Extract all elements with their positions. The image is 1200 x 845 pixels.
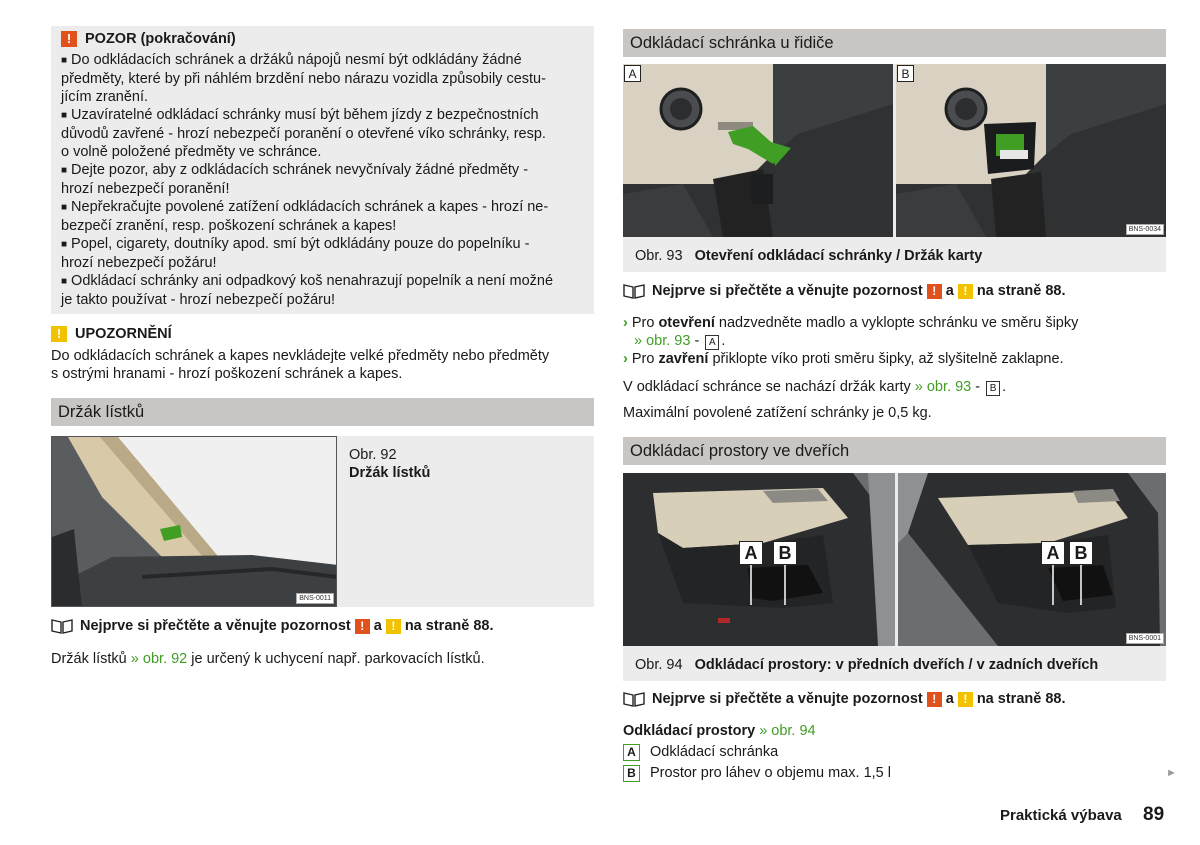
- notice-icon: !: [51, 326, 67, 342]
- warning-list-item-line: [61, 125, 582, 143]
- section-heading-door-storage: [623, 437, 1166, 465]
- warning-list-item-line: [61, 272, 582, 291]
- warning-list-item-line: [61, 106, 582, 125]
- warning-list-item-line: [61, 198, 582, 217]
- figure-code: BNS-0011: [296, 593, 334, 604]
- warning-text: Odkládací schránky ani odpadkový koš nenahrazují popelník a není možné: [71, 273, 554, 289]
- figure-label-b: B: [897, 65, 914, 82]
- figure-92: [51, 436, 594, 607]
- read-first-text: Nejprve si přečtěte a věnujte pozornost: [652, 691, 923, 707]
- warning-list-item-line: [61, 88, 582, 106]
- figure-link[interactable]: » obr. 93: [914, 379, 972, 395]
- legend-key-b: B: [623, 765, 640, 782]
- figure-93: [623, 64, 1166, 272]
- figure-code: BNS-0034: [1126, 224, 1164, 235]
- warning-text: předměty, které by při náhlém brzdění nebo nárazu vozidla způsobily cestu-: [61, 71, 546, 87]
- rear-door-illustration: [898, 473, 1166, 646]
- door-label-b: B: [1069, 541, 1093, 565]
- open-step: › Pro otevření nadzvedněte madlo a vyklopte schránku ve směru šipky » obr. 93 - A .: [623, 315, 1079, 349]
- danger-icon: !: [927, 692, 942, 707]
- door-label-b: B: [773, 541, 797, 565]
- legend-item-b: [623, 764, 891, 782]
- next-page-arrow-icon[interactable]: ►: [1166, 767, 1177, 779]
- read-first-notice: [623, 282, 1066, 300]
- dash-text: -: [694, 333, 700, 349]
- read-first-text: Nejprve si přečtěte a věnujte pozornost: [652, 283, 923, 299]
- read-first-notice: [623, 690, 1066, 708]
- danger-warning-title: [61, 30, 582, 48]
- figure-number: Obr. 94: [635, 657, 683, 673]
- section-heading-text: Odkládací schránka u řidiče: [630, 34, 834, 52]
- warning-text: je takto používat - hrozí nebezpečí požáru!: [61, 292, 336, 308]
- warning-text: Do odkládacích schránek a držáků nápojů nesmí být odkládány žádné: [71, 52, 522, 68]
- label-box-b: B: [986, 381, 1000, 396]
- figure-link[interactable]: » obr. 94: [759, 723, 816, 739]
- door-label-a: A: [1041, 541, 1065, 565]
- read-and-text: a: [373, 618, 382, 634]
- dash-text: -: [975, 379, 981, 395]
- notice-text-line: Do odkládacích schránek a kapes nevkládejte velké předměty nebo předměty: [51, 348, 550, 364]
- danger-warning-list: [61, 51, 582, 309]
- bullet-icon: ■: [61, 165, 68, 176]
- warning-text: Popel, cigarety, doutníky apod. smí být odkládány pouze do popelníku -: [71, 236, 530, 252]
- front-door-image: [623, 473, 895, 646]
- book-icon: [51, 618, 73, 634]
- read-and-text: a: [945, 691, 954, 707]
- warning-text: Nepřekračujte povolené zatížení odkládacích schránek a kapes - hrozí ne-: [71, 199, 549, 215]
- ticket-holder-body: [51, 650, 485, 668]
- notice-title-text: UPOZORNĚNÍ: [75, 326, 172, 342]
- section-heading-text: Držák lístků: [58, 403, 145, 421]
- figure-link[interactable]: » obr. 92: [130, 651, 188, 667]
- bullet-icon: ■: [61, 110, 68, 121]
- figure-caption: [635, 247, 982, 265]
- step-bold-text: otevření: [658, 315, 715, 331]
- rear-door-image: [898, 473, 1166, 646]
- figure-label-a: A: [624, 65, 641, 82]
- body-text: Držák lístků: [51, 651, 127, 667]
- page-number: 89: [1143, 804, 1165, 825]
- warning-list-item-line: [61, 291, 582, 309]
- danger-warning-box: [51, 26, 594, 314]
- warning-list-item-line: [61, 70, 582, 88]
- section-heading-text: Odkládací prostory ve dveřích: [630, 442, 850, 460]
- figure-number: Obr. 92: [349, 447, 397, 463]
- book-icon: [623, 283, 645, 299]
- glovebox-closed-image: [623, 64, 893, 237]
- warning-list-item-line: [61, 161, 582, 180]
- ticket-holder-image: [51, 436, 337, 607]
- max-load-text: Maximální povolené zatížení schránky je 0,5 kg.: [623, 405, 932, 421]
- warning-text: jícím zranění.: [61, 89, 149, 105]
- figure-caption: [635, 656, 1098, 674]
- card-holder-illustration: [896, 64, 1166, 237]
- step-text: Pro: [631, 315, 655, 331]
- step-text: Pro: [631, 351, 655, 367]
- figure-title: Odkládací prostory: v předních dveřích / v zadních dveřích: [694, 657, 1099, 673]
- warning-list-item-line: [61, 254, 582, 272]
- section-heading-driver-compartment: [623, 29, 1166, 57]
- book-icon: [623, 691, 645, 707]
- bullet-icon: ■: [61, 239, 68, 250]
- warning-text: bezpečí zranění, resp. poškození schránek a kapes!: [61, 218, 397, 234]
- legend-text: Odkládací schránka: [650, 744, 779, 760]
- notice-text-line: s ostrými hranami - hrozí poškození schránek a kapes.: [51, 366, 403, 382]
- bullet-icon: ■: [61, 55, 68, 66]
- danger-icon: !: [355, 619, 370, 634]
- card-holder-text: V odkládací schránce se nachází držák karty » obr. 93 - B .: [623, 379, 1007, 395]
- warning-text: Dejte pozor, aby z odkládacích schránek nevyčnívaly žádné předměty -: [71, 162, 529, 178]
- glovebox-closed-illustration: [623, 64, 893, 237]
- notice-icon: !: [386, 619, 401, 634]
- figure-title: Otevření odkládací schránky / Držák karty: [694, 248, 983, 264]
- body-text: je určený k uchycení např. parkovacích lístků.: [191, 651, 485, 667]
- figure-link[interactable]: » obr. 93: [634, 333, 691, 349]
- door-label-a: A: [739, 541, 763, 565]
- figure-code: BNS-0001: [1126, 633, 1164, 644]
- notice-title: [51, 325, 594, 343]
- read-and-text: a: [945, 283, 954, 299]
- read-first-notice: [51, 617, 494, 635]
- notice-block: [51, 325, 594, 383]
- warning-text: hrozí nebezpečí požáru!: [61, 255, 217, 271]
- figure-94: [623, 473, 1166, 681]
- read-first-text: Nejprve si přečtěte a věnujte pozornost: [80, 618, 351, 634]
- warning-text: důvodů zavřené - hrozí nebezpečí poranění o otevřené víko schránky, resp.: [61, 126, 546, 142]
- step-text: nadzvedněte madlo a vyklopte schránku ve směru šipky: [718, 315, 1079, 331]
- danger-warning-title-text: POZOR (pokračování): [85, 31, 236, 47]
- figure-title: Držák lístků: [349, 465, 431, 481]
- door-storage-list-title: [623, 722, 816, 740]
- warning-text: o volně položené předměty ve schránce.: [61, 144, 322, 160]
- step-bold-text: zavření: [658, 351, 709, 367]
- bullet-icon: ■: [61, 202, 68, 213]
- body-text: V odkládací schránce se nachází držák karty: [623, 379, 911, 395]
- step-chevron-icon: ›: [623, 351, 628, 367]
- warning-text: hrozí nebezpečí poranění!: [61, 181, 230, 197]
- footer-section-name: Praktická výbava: [1000, 807, 1122, 824]
- bullet-icon: ■: [61, 276, 68, 287]
- legend-item-a: [623, 743, 778, 761]
- legend-text: Prostor pro láhev o objemu max. 1,5 l: [650, 765, 891, 781]
- read-page-link[interactable]: na straně 88.: [404, 618, 494, 634]
- danger-icon: !: [927, 284, 942, 299]
- figure-number: Obr. 93: [635, 248, 683, 264]
- close-step: [623, 350, 1166, 368]
- read-page-link[interactable]: na straně 88.: [976, 283, 1066, 299]
- figure-caption: [349, 446, 430, 482]
- card-holder-image: [896, 64, 1166, 237]
- step-text: přiklopte víko proti směru šipky, až slyšitelně zaklapne.: [712, 351, 1064, 367]
- notice-icon: !: [958, 692, 973, 707]
- notice-icon: !: [958, 284, 973, 299]
- warning-list-item-line: [61, 180, 582, 198]
- ticket-holder-illustration: [52, 437, 337, 607]
- read-page-link[interactable]: na straně 88.: [976, 691, 1066, 707]
- step-chevron-icon: ›: [623, 315, 628, 331]
- legend-key-a: A: [623, 744, 640, 761]
- list-title-text: Odkládací prostory: [623, 723, 756, 739]
- warning-list-item-line: [61, 143, 582, 161]
- warning-text: Uzavíratelné odkládací schránky musí být během jízdy z bezpečnostních: [71, 107, 539, 123]
- section-heading-ticket-holder: [51, 398, 594, 426]
- warning-list-item-line: [61, 217, 582, 235]
- danger-warning-icon: !: [61, 31, 77, 47]
- warning-list-item-line: [61, 51, 582, 70]
- warning-list-item-line: [61, 235, 582, 254]
- label-box-a: A: [705, 335, 719, 350]
